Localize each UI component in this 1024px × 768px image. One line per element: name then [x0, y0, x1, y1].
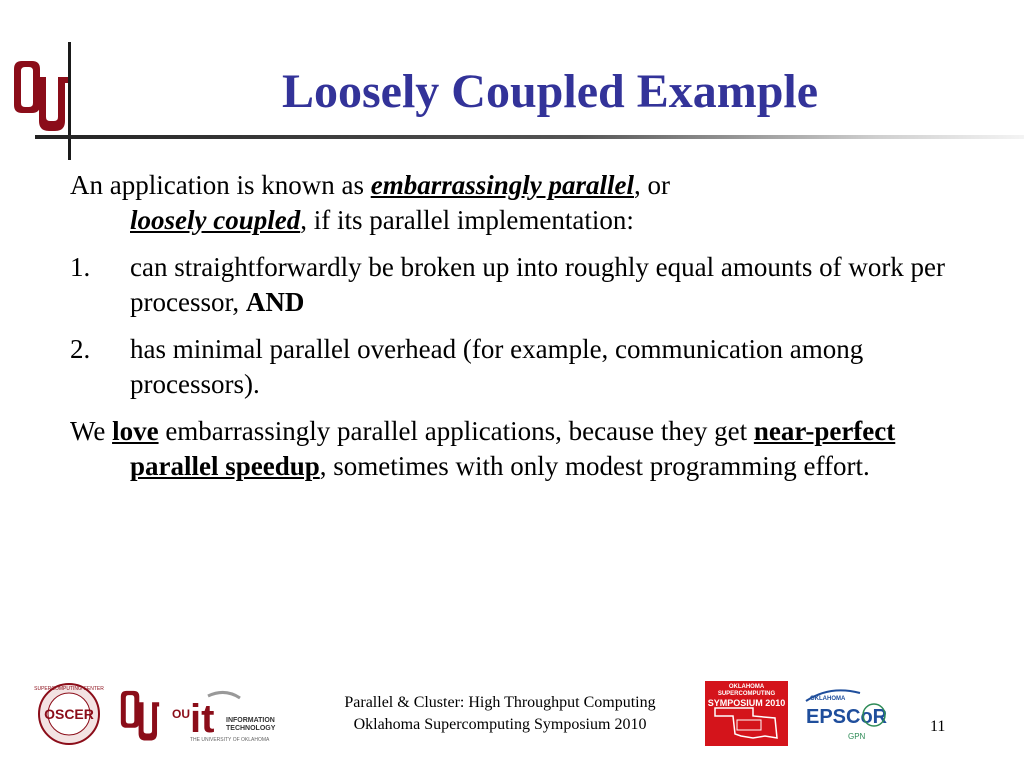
oklahoma-map-icon: [713, 704, 779, 742]
footer-line2: Oklahoma Supercomputing Symposium 2010: [353, 716, 647, 733]
slide-title: Loosely Coupled Example: [281, 65, 819, 118]
epscor-text: EPSCoR: [806, 706, 888, 728]
it-line2: TECHNOLOGY: [226, 725, 276, 732]
list-text: can straightforwardly be broken up into roughly equal amounts of work per processor,: [130, 252, 946, 317]
term-embarrassingly-parallel: embarrassingly parallel: [370, 170, 634, 200]
it-small-text: OU: [172, 707, 190, 721]
intro-suffix: , if its parallel implementation:: [300, 205, 634, 235]
page-number: 11: [930, 718, 946, 735]
symposium-logo: [705, 681, 788, 746]
closing-paragraph: [70, 414, 970, 484]
footer-line1: Parallel & Cluster: High Throughput Computing: [344, 694, 656, 711]
footer-caption: [290, 692, 710, 736]
list-number: 1.: [70, 252, 91, 282]
intro-mid: , or: [633, 170, 670, 200]
term-love: love: [112, 416, 159, 446]
closing-prefix: We: [70, 416, 113, 446]
list-item: [70, 332, 970, 402]
gpn-text: GPN: [848, 732, 866, 741]
it-logo: [170, 688, 288, 744]
closing-suffix: , sometimes with only modest programming effort.: [319, 451, 870, 481]
it-line3: THE UNIVERSITY OF OKLAHOMA: [190, 737, 270, 743]
it-text: it: [190, 697, 215, 741]
slide-body: [70, 168, 970, 496]
list-text: has minimal parallel overhead (for example, communication among processors).: [130, 334, 864, 399]
list-emphasis: AND: [245, 287, 305, 317]
intro-paragraph: [70, 168, 970, 238]
oscer-logo: [22, 682, 117, 746]
symposium-line1: OKLAHOMA SUPERCOMPUTING: [717, 684, 776, 697]
term-near-perfect-speedup: near-perfect parallel speedup: [130, 416, 896, 481]
list-item: [70, 250, 970, 320]
term-loosely-coupled: loosely coupled: [130, 205, 301, 235]
oscer-text: OSCER: [44, 706, 94, 722]
horizontal-divider: [35, 135, 1024, 139]
epscor-logo: [800, 683, 900, 745]
it-line1: INFORMATION: [226, 717, 275, 724]
epscor-small-text: OKLAHOMA: [810, 696, 846, 702]
ou-footer-logo: [118, 684, 162, 746]
intro-prefix: An application is known as: [70, 170, 371, 200]
list-number: 2.: [70, 334, 91, 364]
closing-mid: embarrassingly parallel applications, because they get: [158, 416, 754, 446]
symposium-line2: SYMPOSIUM 2010: [707, 698, 786, 708]
oscer-ring-text: SUPERCOMPUTING CENTER: [34, 686, 104, 692]
